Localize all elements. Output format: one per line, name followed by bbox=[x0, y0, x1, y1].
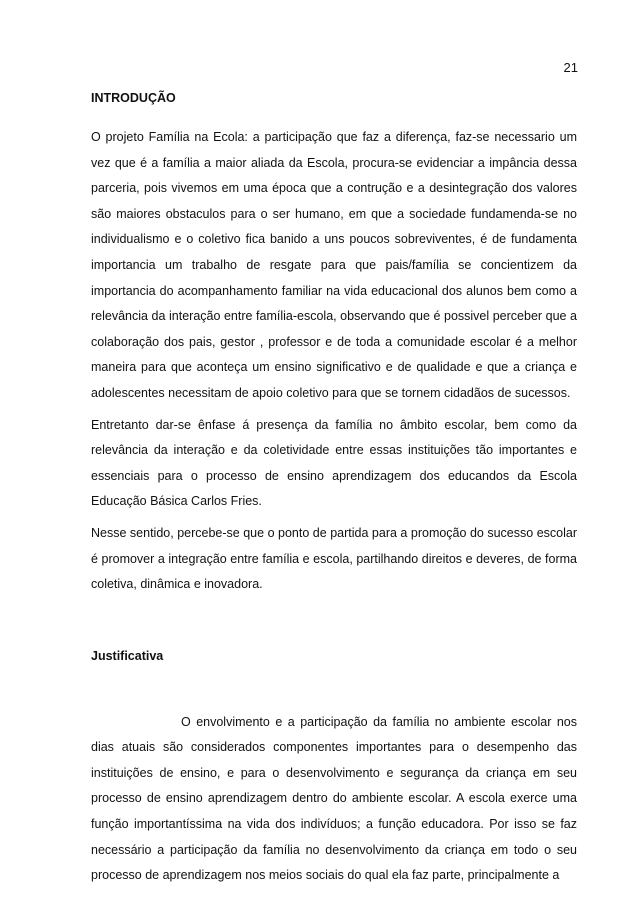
introduction-paragraph-1: O projeto Família na Ecola: a participação que faz a diferença, faz-se necessario um vez que é a família a maior aliada da Escola, procura-se evidenciar a impância dessa parceria, pois vivemos em uma época que a contrução e a desintegração dos valores são maiores obstaculos para o ser humano, em que a sociedade fundamenda-se no individualismo e o coletivo fica banido a uns poucos sobreviventes, é de fundamenta importancia um trabalho de resgate para que pais/família se concientizem da importancia do acompanhamento familiar na vida educacional dos alunos bem como a relevância da interação entre família-escola, observando que é possivel perceber que a colaboração dos pais, gestor , professor e de toda a comunidade escolar é a melhor maneira para que aconteça um ensino significativo e de qualidade e que a criança e adolescentes necessitam de apoio coletivo para que se tornem cidadãos de sucessos. bbox=[91, 130, 577, 400]
introduction-paragraph-2: Entretanto dar-se ênfase á presença da família no âmbito escolar, bem como da relevância da interação e da coletividade entre essas instituições tão importantes e essenciais para o processo de ensino aprendizagem dos educandos da Escola Educação Básica Carlos Fries. bbox=[91, 417, 577, 509]
justificativa-title: Justificativa bbox=[91, 648, 164, 663]
justificativa-paragraph: O envolvimento e a participação da família no ambiente escolar nos dias atuais são considerados componentes importantes para o desempenho das instituições de ensino, e para o desenvolvimento e segurança da criança em seu processo de ensino aprendizagem dentro do ambiente escolar. A escola exerce uma função importantíssima na vida dos indivíduos; a função educadora. Por isso se faz necessário a participação da família no desenvolvimento da criança em todo o seu processo de aprendizagem nos meios sociais do qual ela faz parte, principalmente a bbox=[91, 714, 577, 883]
introduction-title: INTRODUÇÃO bbox=[91, 91, 176, 105]
page-number: 21 bbox=[563, 60, 578, 75]
introduction-paragraph-3: Nesse sentido, percebe-se que o ponto de partida para a promoção do sucesso escolar é promover a integração entre família e escola, partilhando direitos e deveres, de forma coletiva, dinâmica e inovadora. bbox=[91, 525, 577, 592]
page-content bbox=[91, 90, 577, 889]
